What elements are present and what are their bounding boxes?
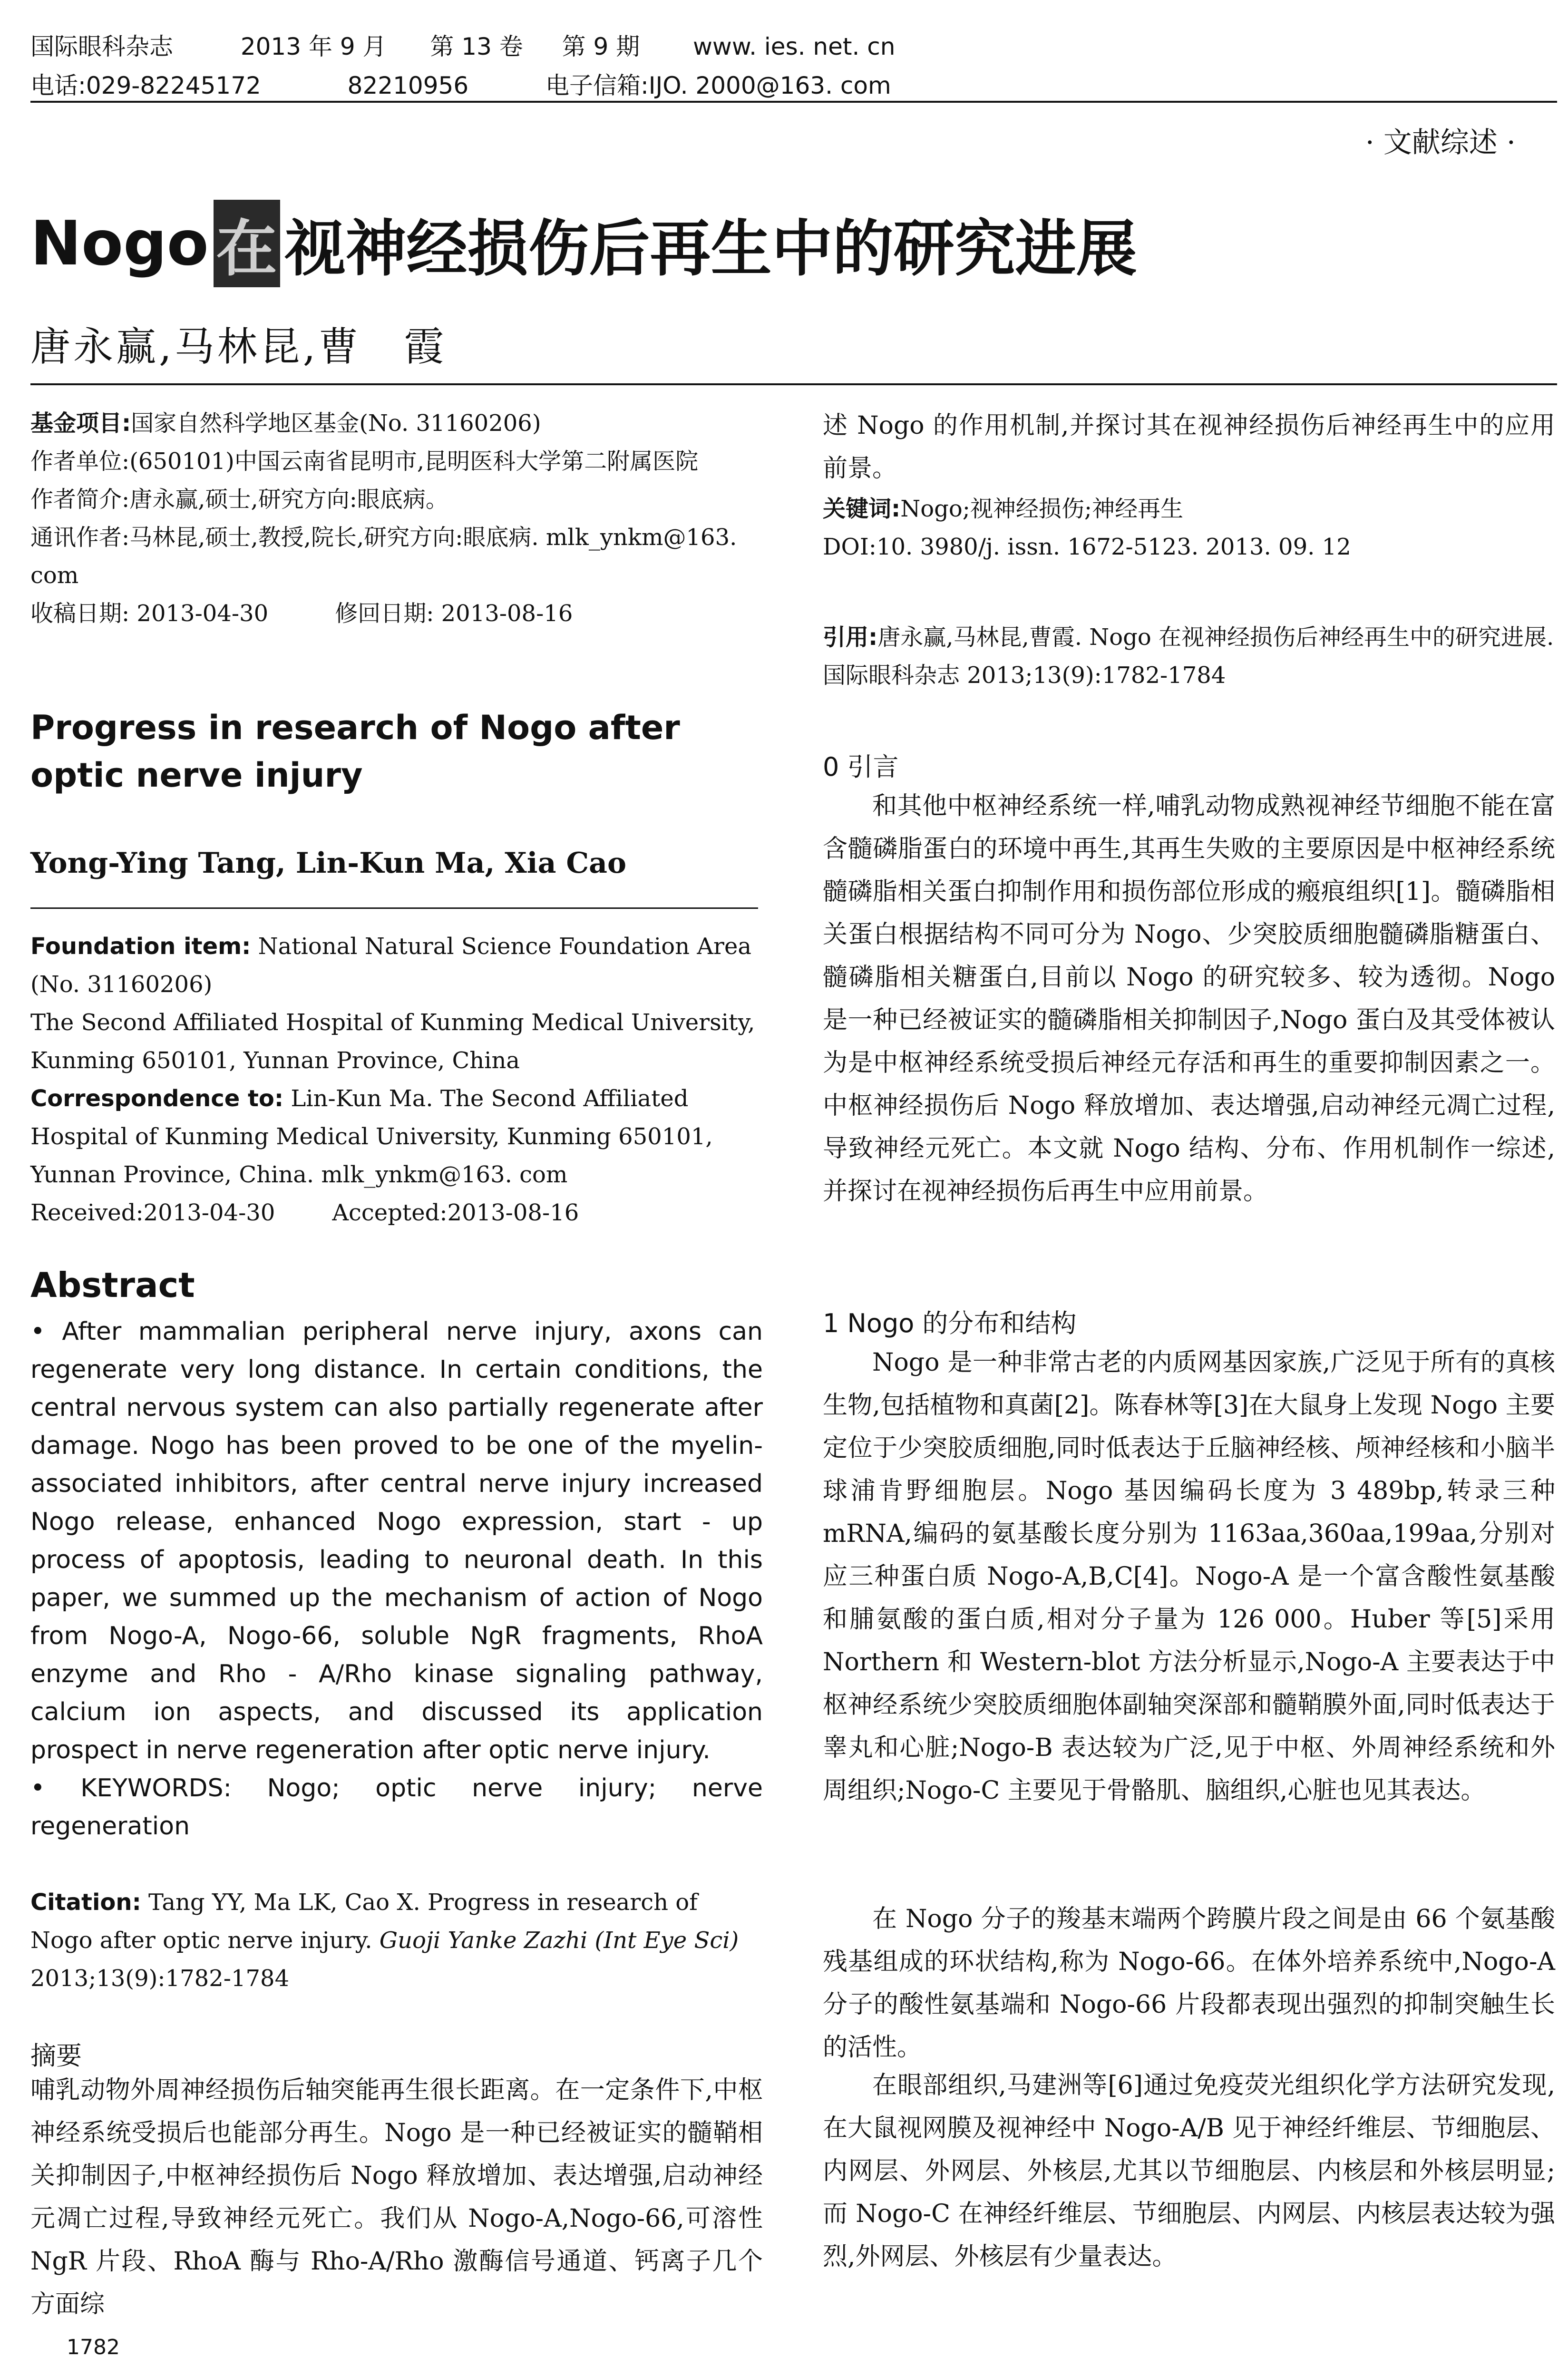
journal-header-line1 — [30, 28, 895, 62]
citation-label: Citation: — [30, 1889, 141, 1916]
title-rest: 视神经损伤后再生中的研究进展 — [284, 214, 1137, 284]
volume: 第 13 卷 — [430, 33, 523, 60]
citation-en — [30, 1883, 763, 1997]
citation-cn-text: 唐永赢,马林昆,曹霞. Nogo 在视神经损伤后神经再生中的研究进展. 国际眼科杂志 2013;13(9):1782-1784 — [823, 624, 1554, 689]
intro-heading: 0 引言 — [823, 752, 899, 782]
keywords-cn: Nogo;视神经损伤;神经再生 — [900, 496, 1184, 522]
header-rule — [30, 101, 1557, 103]
meta-cn — [30, 404, 763, 633]
revised-cn: 修回日期: 2013-08-16 — [335, 600, 573, 627]
foundation-label: 基金项目: — [30, 410, 131, 437]
english-authors: Yong-Ying Tang, Lin-Kun Ma, Xia Cao — [30, 847, 626, 880]
abstract-heading: Abstract — [30, 1265, 195, 1305]
authors-cn: 唐永赢,马林昆,曹 霞 — [30, 323, 447, 370]
abstract-cn-heading: 摘要 — [30, 2041, 82, 2071]
page-number: 1782 — [67, 2335, 120, 2359]
abstract-text: • After mammalian peripheral nerve injury, axons can regenerate very long distance. In certain conditions, the central nervous system can also partially regenerate after damage. Nogo has been proved to be one of the myelin-associated inhibitors, after central nerve injury increased Nogo release, enhanced Nogo expression, start - up process of apoptosis, leading to neuronal death. In this paper, we summed up the mechanism of action of Nogo from Nogo-A, Nogo-66, soluble NgR fragments, RhoA enzyme and Rho - A/Rho kinase signaling pathway, calcium ion aspects, and discussed its application prospect in nerve regeneration after optic nerve injury. — [30, 1317, 763, 1764]
keywords-label-en: • KEYWORDS: — [30, 1774, 232, 1802]
keywords-en: Nogo; optic nerve injury; nerve regeneration — [30, 1774, 763, 1841]
citation-cn-label: 引用: — [823, 624, 878, 651]
section1-p3: 在眼部组织,马建洲等[6]通过免疫荧光组织化学方法研究发现,在大鼠视网膜及视神经中 Nogo-A/B 见于神经纤维层、节细胞层、内网层、外网层、外核层,尤其以节细胞层、内核层和外核层明显;而 Nogo-C 在神经纤维层、节细胞层、内网层、内核层表达较为强烈,外网层、外核层有少量表达。 — [823, 2071, 1555, 2271]
title-highlight: 在 — [214, 200, 280, 287]
corr-cn: 马林昆,硕士,教授,院长,研究方向:眼底病. mlk_ynkm@163. com — [30, 524, 737, 589]
section1-p1: Nogo 是一种非常古老的内质网基因家族,广泛见于所有的真核生物,包括植物和真菌[2]。陈春林等[3]在大鼠身上发现 Nogo 主要定位于少突胶质细胞,同时低表达于丘脑神经核、颅神经核和小脑半球浦肯野细胞层。Nogo 基因编码长度为 3 489bp,转录三种 mRNA,编码的氨基酸长度分别为 1163aa,360aa,199aa,分别对应三种蛋白质 Nogo-A,B,C[4]。Nogo-A 是一个富含酸性氨基酸和脯氨酸的蛋白质,相对分子量为 126 000。Huber 等[5]采用 Northern 和 Western-blot 方法分析显示,Nogo-A 主要表达于中枢神经系统少突胶质细胞体副轴突深部和髓鞘膜外面,同时低表达于睾丸和心脏;Nogo-B 表达较为广泛,见于中枢、外周神经系统和外周组织;Nogo-C 主要见于骨骼肌、脑组织,心脏也见其表达。 — [823, 1348, 1555, 1805]
website-link[interactable]: www. ies. net. cn — [693, 33, 896, 60]
corr-label-en: Correspondence to: — [30, 1085, 284, 1112]
abstract-cn-continued: 述 Nogo 的作用机制,并探讨其在视神经损伤后神经再生中的应用前景。 — [823, 411, 1555, 483]
affiliation-en: The Second Affiliated Hospital of Kunming Medical University, Kunming 650101, Yunnan Province, China — [30, 1009, 755, 1074]
foundation-cn: 国家自然科学地区基金(No. 31160206) — [131, 410, 541, 437]
abstract-cn-body: 哺乳动物外周神经损伤后轴突能再生很长距离。在一定条件下,中枢神经系统受损后也能部分再生。Nogo 是一种已经被证实的髓鞘相关抑制因子,中枢神经损伤后 Nogo 释放增加、表达增强,启动神经元凋亡过程,导致神经元死亡。我们从 Nogo-A,Nogo-66,可溶性 NgR 片段、RhoA 酶与 Rho-A/Rho 激酶信号通道、钙离子几个方面综 — [30, 2076, 763, 2319]
email-link[interactable]: 电子信箱:IJO. 2000@163. com — [545, 72, 891, 99]
corr-label: 通讯作者: — [30, 524, 130, 551]
section1-heading: 1 Nogo 的分布和结构 — [823, 1308, 1077, 1338]
article-title — [30, 200, 1137, 287]
section-tag: · 文献综述 · — [1365, 126, 1516, 159]
title-prefix: Nogo — [30, 208, 209, 279]
issue: 第 9 期 — [562, 33, 640, 60]
section1-p2: 在 Nogo 分子的羧基末端两个跨膜片段之间是由 66 个氨基酸残基组成的环状结构,称为 Nogo-66。在体外培养系统中,Nogo-A 分子的酸性氨基端和 Nogo-66 片段都表现出强烈的抑制突触生长的活性。 — [823, 1905, 1555, 2062]
received-cn: 收稿日期: 2013-04-30 — [30, 600, 269, 627]
keywords-label-cn: 关键词: — [823, 496, 901, 522]
issue-date: 2013 年 9 月 — [240, 33, 387, 60]
bio-cn: 唐永赢,硕士,研究方向:眼底病。 — [129, 486, 448, 513]
received-en: Received:2013-04-30 — [30, 1199, 275, 1226]
title-rule — [30, 383, 1557, 385]
journal-name: 国际眼科杂志 — [30, 33, 173, 60]
foundation-label-en: Foundation item: — [30, 933, 251, 960]
corr-en: Lin-Kun Ma. The Second Affiliated Hospital of Kunming Medical University, Kunming 650101, Yunnan Province, China. mlk_ynkm@163. com — [30, 1085, 713, 1188]
keywords-cn-block — [823, 490, 1555, 566]
citation-text: Tang YY, Ma LK, Cao X. Progress in research of Nogo after optic nerve injury. — [30, 1889, 698, 1954]
meta-en — [30, 927, 763, 1232]
citation-cn — [823, 618, 1555, 694]
english-authors-rule — [30, 907, 758, 909]
intro-body: 和其他中枢神经系统一样,哺乳动物成熟视神经节细胞不能在富含髓磷脂蛋白的环境中再生,其再生失败的主要原因是中枢神经系统髓磷脂相关蛋白抑制作用和损伤部位形成的瘢痕组织[1]。髓磷脂相关蛋白根据结构不同可分为 Nogo、少突胶质细胞髓磷脂糖蛋白、髓磷脂相关糖蛋白,目前以 Nogo 的研究较多、较为透彻。Nogo 是一种已经被证实的髓磷脂相关抑制因子,Nogo 蛋白及其受体被认为是中枢神经系统受损后神经元存活和再生的重要抑制因素之一。中枢神经损伤后 Nogo 释放增加、表达增强,启动神经元凋亡过程,导致神经元死亡。本文就 Nogo 结构、分布、作用机制作一综述,并探讨在视神经损伤后再生中应用前景。 — [823, 792, 1555, 1206]
citation-journal: Guoji Yanke Zazhi (Int Eye Sci) — [379, 1927, 739, 1954]
affiliation-label: 作者单位: — [30, 448, 130, 475]
abstract-body — [30, 1313, 763, 1845]
journal-header-line2 — [30, 67, 891, 101]
bio-label: 作者简介: — [30, 486, 130, 513]
english-title: Progress in research of Nogo after optic nerve injury — [30, 708, 680, 795]
foundation-en: National Natural Science Foundation Area (No. 31160206) — [30, 933, 751, 998]
citation-ref: 2013;13(9):1782-1784 — [30, 1965, 290, 1992]
phone2: 82210956 — [347, 72, 469, 99]
doi: DOI:10. 3980/j. issn. 1672-5123. 2013. 09. 12 — [823, 534, 1351, 560]
affiliation-cn: (650101)中国云南省昆明市,昆明医科大学第二附属医院 — [129, 448, 699, 475]
phone: 电话:029-82245172 — [30, 72, 261, 99]
accepted-en: Accepted:2013-08-16 — [332, 1199, 579, 1226]
